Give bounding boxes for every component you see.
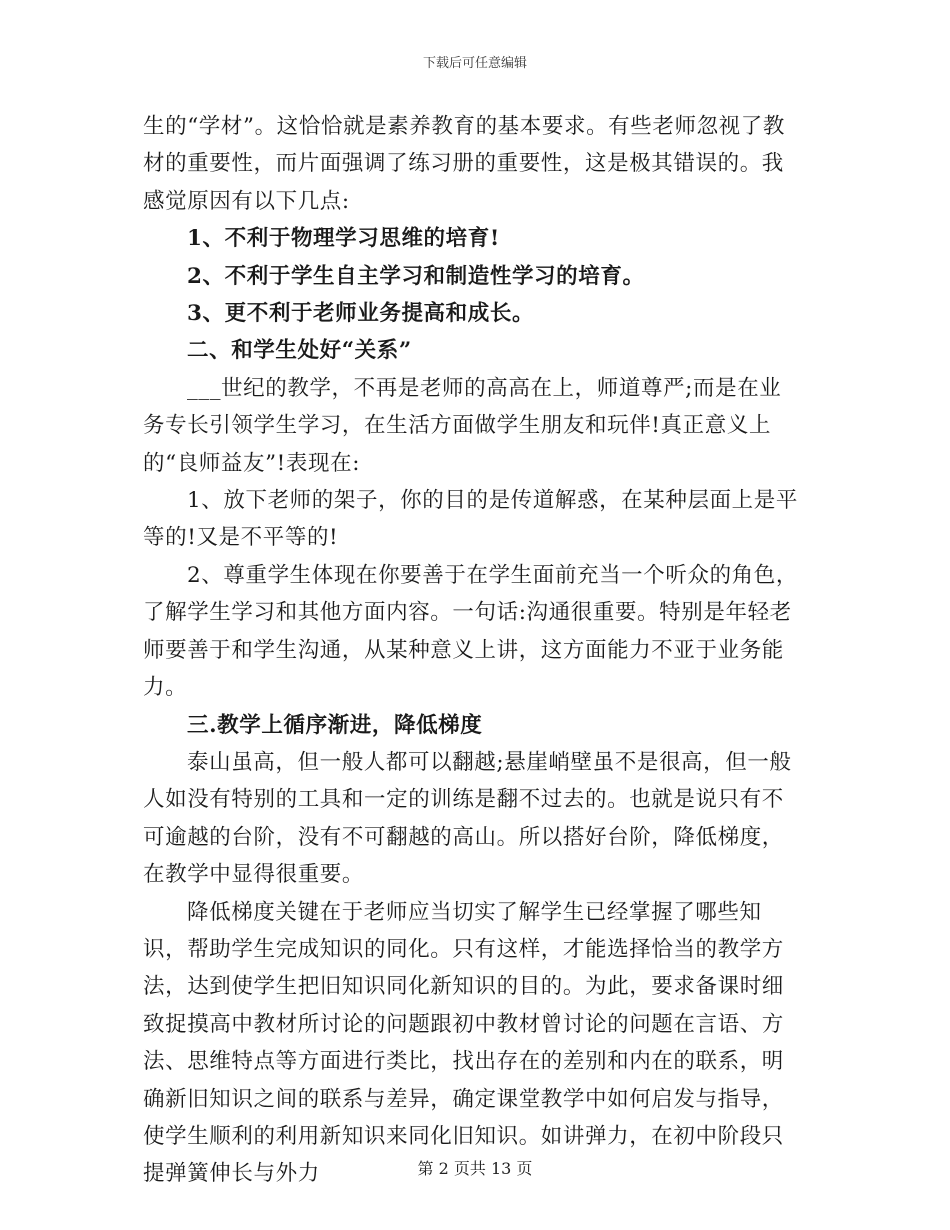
page-number-footer: 第 2 页共 13 页: [417, 1159, 533, 1178]
paragraph: 泰山虽高，但一般人都可以翻越;悬崖峭壁虽不是很高，但一般人如没有特别的工具和一定的训练是翻不过去的。也就是说只有不可逾越的台阶，没有不可翻越的高山。所以搭好台阶，降低梯度，在教学中显得很重要。: [143, 749, 792, 888]
list-item-1: 1、不利于物理学习思维的培育!: [187, 226, 500, 252]
list-item-3: 3、更不利于老师业务提高和成长。: [187, 301, 535, 327]
list-item-2: 2、不利于学生自主学习和制造性学习的培育。: [187, 263, 645, 289]
page-header-note: 下载后可任意编辑: [422, 56, 527, 71]
paragraph: 2、尊重学生体现在你要善于在学生面前充当一个听众的角色，了解学生学习和其他方面内容。一句话:沟通很重要。特别是年轻老师要善于和学生沟通，从某种意义上讲，这方面能力不亚于业务能力。: [143, 562, 798, 701]
section-heading-2: 二、和学生处好“关系”: [187, 338, 412, 364]
paragraph: ___世纪的教学，不再是老师的高高在上，师道尊严;而是在业务专长引领学生学习，在生活方面做学生朋友和玩伴!真正意义上的“良师益友”!表现在:: [143, 375, 782, 476]
document-body: [143, 108, 803, 1193]
paragraph-continuation: 生的“学材”。这恰恰就是素养教育的基本要求。有些老师忽视了教材的重要性，而片面强调了练习册的重要性，这是极其错误的。我感觉原因有以下几点:: [143, 114, 785, 214]
paragraph: 降低梯度关键在于老师应当切实了解学生已经掌握了哪些知识，帮助学生完成知识的同化。只有这样，才能选择恰当的教学方法，达到使学生把旧知识同化新知识的目的。为此，要求备课时细致捉摸高中教材所讨论的问题跟初中教材曾讨论的问题在言语、方法、思维特点等方面进行类比，找出存在的差别和内在的联系，明确新旧知识之间的联系与差异，确定课堂教学中如何启发与指导，使学生顺利的利用新知识来同化旧知识。如讲弹力，在初中阶段只提弹簧伸长与外力: [143, 899, 784, 1187]
section-heading-3: 三.教学上循序渐进，降低梯度: [187, 712, 483, 738]
paragraph: 1、放下老师的架子，你的目的是传道解惑，在某种层面上是平等的!又是不平等的!: [143, 488, 798, 551]
